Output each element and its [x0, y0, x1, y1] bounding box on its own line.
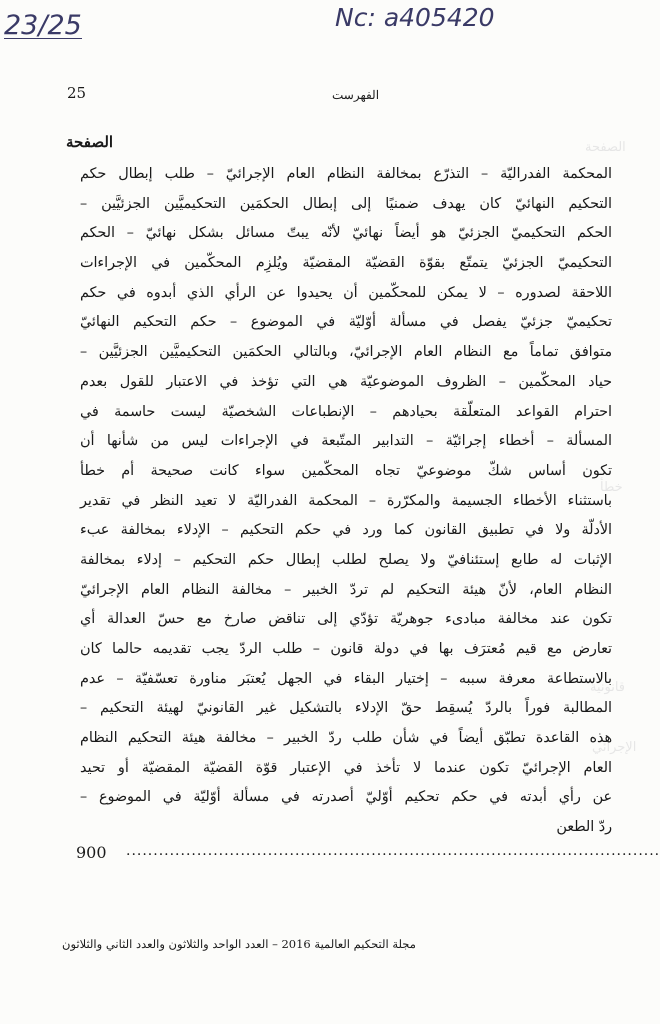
- entry-line: حياد المحكّمين – الظروف الموضوعيّة هي التي تؤخذ في الاعتبار للقول بعدم: [80, 373, 612, 390]
- entry-line: التحكيم النهائيّ كان يهدف ضمنيًا إلى إبطال الحكمَين التحكيميَّين الجزئيَّين –: [80, 195, 612, 212]
- page-number: 25: [67, 84, 87, 102]
- bleed-through-text: خطأ: [600, 480, 623, 495]
- entry-line: الأدلّة ولا في تطبيق القانون كما ورد في حكم التحكيم – الإدلاء بمخالفة عبء: [80, 522, 612, 539]
- handwritten-reference: Nc: a405420: [335, 3, 495, 32]
- entry-line: المطالبة فوراً بالردّ يُسقِط حقّ الإدلاء بالتشكيل غير القانونيّ لهيئة التحكيم –: [80, 700, 612, 717]
- page-title: الفهرست: [332, 88, 380, 102]
- entry-line: التحكيميّ الجزئيّ يتمتّع بقوّة القضيّة المقضيّة ويُلزِم المحكّمين في الإجراءات: [80, 255, 612, 272]
- entry-line: باستثناء الأخطاء الجسيمة والمكرّرة – المحكمة الفدراليّة لا تعيد النظر في تقدير: [80, 492, 612, 509]
- handwritten-folio: 23/25: [4, 10, 82, 41]
- entry-line: متوافق تماماً مع النظام العام الإجرائيّ، وبالتالي الحكمَين التحكيميَّين الجزئيَّين –: [80, 344, 612, 361]
- bleed-through-text: الإجرائي: [592, 740, 637, 755]
- entry-line: الحكم التحكيميّ الجزئيّ هو أيضاً نهائيّ لأنّه يبتّ مسائل بشكل نهائيّ – الحكم: [80, 225, 612, 242]
- entry-page-reference: 900: [76, 843, 107, 862]
- entry-line: هذه القاعدة تطبّق أيضاً في شأن طلب ردّ الخبير – مخالفة هيئة التحكيم النظام: [80, 730, 612, 747]
- entry-line: اللاحقة لصدوره – لا يمكن للمحكّمين أن يحيدوا عن الرأي الذي أبدوه في حكم: [80, 284, 612, 301]
- bleed-through-text: الصفحة: [585, 140, 626, 155]
- entry-line: تحكيميّ جزئيّ يفصل في مسألة أوّليّة في الموضوع – حكم التحكيم النهائيّ: [80, 314, 612, 331]
- journal-footer: مجلة التحكيم العالمية 2016 – العدد الواحد والثلاثون والعدد الثاني والثلاثون: [62, 937, 416, 951]
- entry-line: النظام العام، لأنّ هيئة التحكيم لم تردّ الخبير – مخالفة النظام العام الإجرائيّ: [80, 581, 612, 598]
- entry-line: العام الإجرائيّ تكون عندما لا تأخذ في الإعتبار قوّة القضيّة المقضيّة أو تحيد: [80, 759, 612, 776]
- entry-line: ردّ الطعن: [556, 819, 612, 836]
- entry-line: تكون عند مخالفة مبادىء جوهريّة تؤدّي إلى تناقض صارخ مع حسّ العدالة أي: [80, 611, 612, 628]
- entry-line: تكون أساس شكّ موضوعيّ تجاه المحكّمين سواء كانت صحيحة أم خطأ: [80, 462, 612, 479]
- entry-line: المحكمة الفدراليّة – التذرّع بمخالفة النظام العام الإجرائيّ – طلب إبطال حكم: [80, 166, 612, 182]
- page-column-label: الصفحة: [66, 133, 114, 151]
- entry-line: عن رأي أبدته في حكم تحكيم أوّليّ أصدرته في مسألة أوّليّة في الموضوع –: [80, 789, 612, 806]
- index-entry: [80, 160, 612, 843]
- entry-line: المسألة – أخطاء إجرائيّة – التدابير المتّبعة في الإجراءات ليس من شأنها أن: [80, 433, 612, 450]
- bleed-through-text: قانونية: [590, 680, 626, 695]
- dot-leader: ..................................................................................................: [126, 843, 660, 859]
- entry-line: احترام القواعد المتعلّقة بحيادهم – الإنطباعات الشخصيّة ليست حاسمة في: [80, 403, 612, 420]
- entry-line: تعارض مع قيم مُعترَف بها في دولة قانون – طلب الردّ يجب تقديمه حالما كان: [80, 641, 612, 657]
- entry-line: الإثبات له طابع إستئنافيّ ولا يصلح لطلب إبطال حكم التحكيم – إدلاء بمخالفة: [80, 551, 612, 568]
- entry-line: بالاستطاعة معرفة سببه – إختيار البقاء في الجهل يُعتبَر مناورة تعسّفيّة – عدم: [80, 670, 612, 687]
